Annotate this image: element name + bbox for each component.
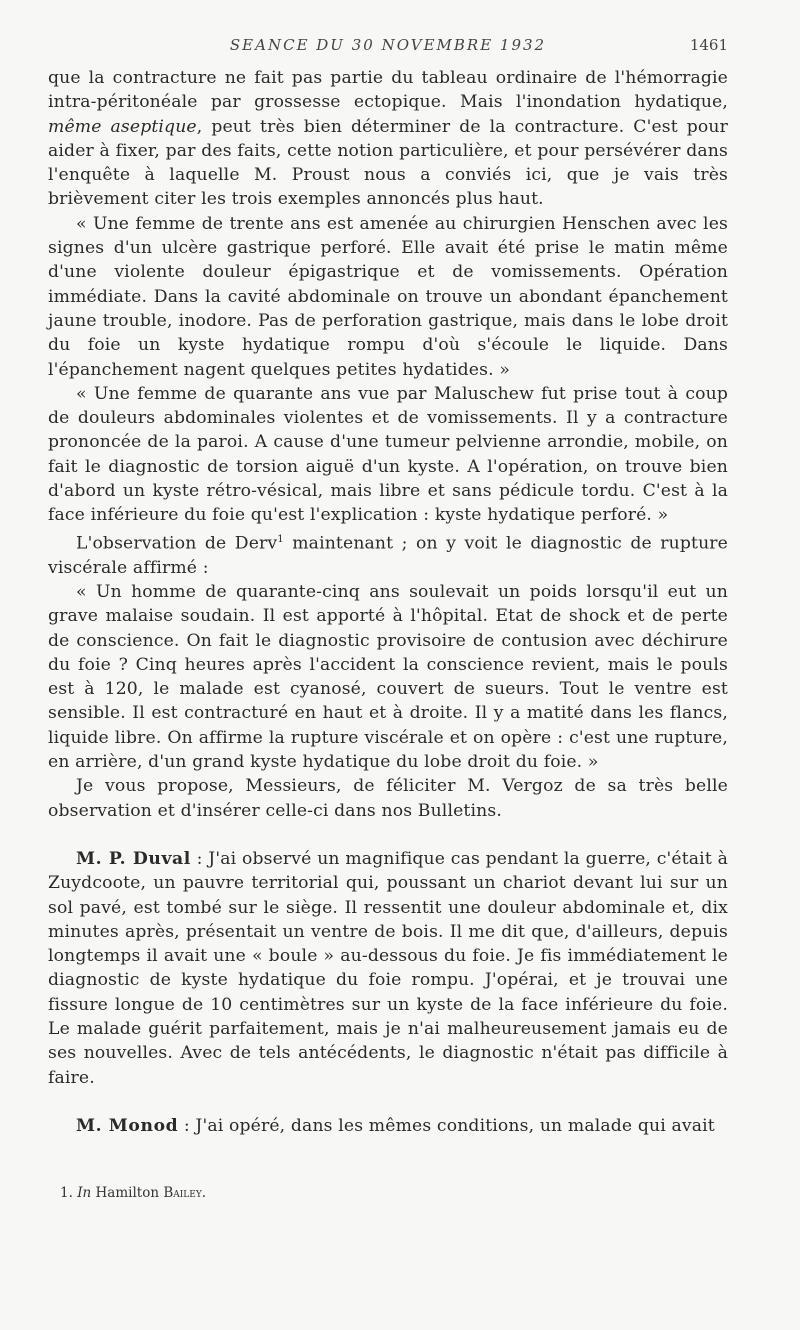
paragraph-conclusion: Je vous propose, Messieurs, de féliciter M. Vergoz de sa très belle observation et d'insérer celle-ci dans nos Bulletins. <box>48 776 728 821</box>
footnote-marker: 1. <box>60 1185 73 1202</box>
footnote-in: In <box>77 1185 92 1202</box>
page <box>48 36 728 1202</box>
page-number: 1461 <box>689 36 728 54</box>
footnote-surname: Bailey. <box>163 1185 207 1202</box>
paragraph-1-text-a: que la contracture ne fait pas partie du tableau ordinaire de l'hémorragie intra-péritonéale par grossesse ectopique. Mais l'inondation hydatique, <box>48 68 728 113</box>
emphasis-meme-aseptique: même aseptique <box>48 116 197 137</box>
quote-henschen: « Une femme de trente ans est amenée au chirurgien Henschen avec les signes d'un ulcère gastrique perforé. Elle avait été prise le matin même d'une violente douleur épigastrique et de vomissements. Opération immédiate. Dans la cavité abdominale on trouve un abondant épanchement jaune trouble, inodore. Pas de perforation gastrique, mais dans le lobe droit du foie un kyste hydatique rompu d'où s'écoule le liquide. Dans l'épanchement nagent quelques petites hydatides. » <box>48 213 728 380</box>
speaker-duval: M. P. Duval <box>76 848 191 869</box>
speaker-monod: M. Monod <box>76 1115 179 1136</box>
duval-text: : J'ai observé un magnifique cas pendant la guerre, c'était à Zuydcoote, un pauvre territorial qui, poussant un chariot devant lui sur un sol pavé, est tombé sur le siège. Il ressentit une douleur abdominale et, dix minutes après, présentait un ventre de bois. Il me dit que, d'ailleurs, depuis longtemps il avait une « boule » au-dessous du foie. Je fis immédiatement le diagnostic de kyste hydatique du foie rompu. J'opérai, et je trouvai une fissure longue de 10 centimètres sur un kyste de la face inférieure du foie. Le malade guérit parfaitement, mais je n'ai malheureusement jamais eu de ses nouvelles. Avec de tels antécédents, le diagnostic n'était pas difficile à faire. <box>48 848 728 1088</box>
footnote <box>48 1184 728 1202</box>
quote-maluschew: « Une femme de quarante ans vue par Maluschew fut prise tout à coup de douleurs abdominales violentes et de vomissements. Il y a contracture prononcée de la paroi. A cause d'une tumeur pelvienne arrondie, mobile, on fait le diagnostic de torsion aiguë d'un kyste. A l'opération, on trouve bien d'abord un kyste rétro-vésical, mais libre et sans pédicule tordu. C'est à la face inférieure du foie qu'est l'explication : kyste hydatique perforé. » <box>48 383 728 526</box>
paragraph-derv <box>48 528 728 580</box>
running-header <box>48 36 728 66</box>
paragraph-derv-text-b: maintenant ; on y voit le diagnostic de rupture viscérale affirmé : <box>48 533 728 578</box>
monod-text: : J'ai opéré, dans les mêmes conditions, un malade qui avait <box>178 1115 715 1136</box>
running-title: SEANCE DU 30 NOVEMBRE 1932 <box>229 36 547 54</box>
paragraph-1 <box>48 66 728 212</box>
footnote-spacer <box>48 1138 728 1184</box>
footnote-ref: 1 <box>277 533 284 545</box>
paragraph-monod <box>48 1114 728 1138</box>
paragraph-1-text-b: , peut très bien déterminer de la contracture. C'est pour aider à fixer, par des faits, cette notion particulière, et pour persévérer dans l'enquête à laquelle M. Proust nous a conviés ici, que je vais très brièvement citer les trois exemples annoncés plus haut. <box>48 116 729 210</box>
quote-derv: « Un homme de quarante-cinq ans soulevait un poids lorsqu'il eut un grave malaise soudain. Il est apporté à l'hôpital. Etat de shock et de perte de conscience. On fait le diagnostic provisoire de contusion avec déchirure du foie ? Cinq heures après l'accident la conscience revient, mais le pouls est à 120, le malade est cyanosé, couvert de sueurs. Tout le ventre est sensible. Il est contracturé en haut et à droite. Il y a matité dans les flancs, liquide libre. On affirme la rupture viscérale et on opère : c'est une rupture, en arrière, d'un grand kyste hydatique du lobe droit du foie. » <box>48 581 728 773</box>
paragraph-derv-text-a: L'observation de Derv <box>76 533 278 554</box>
paragraph-duval <box>48 847 728 1090</box>
footnote-name: Hamilton <box>95 1185 160 1202</box>
